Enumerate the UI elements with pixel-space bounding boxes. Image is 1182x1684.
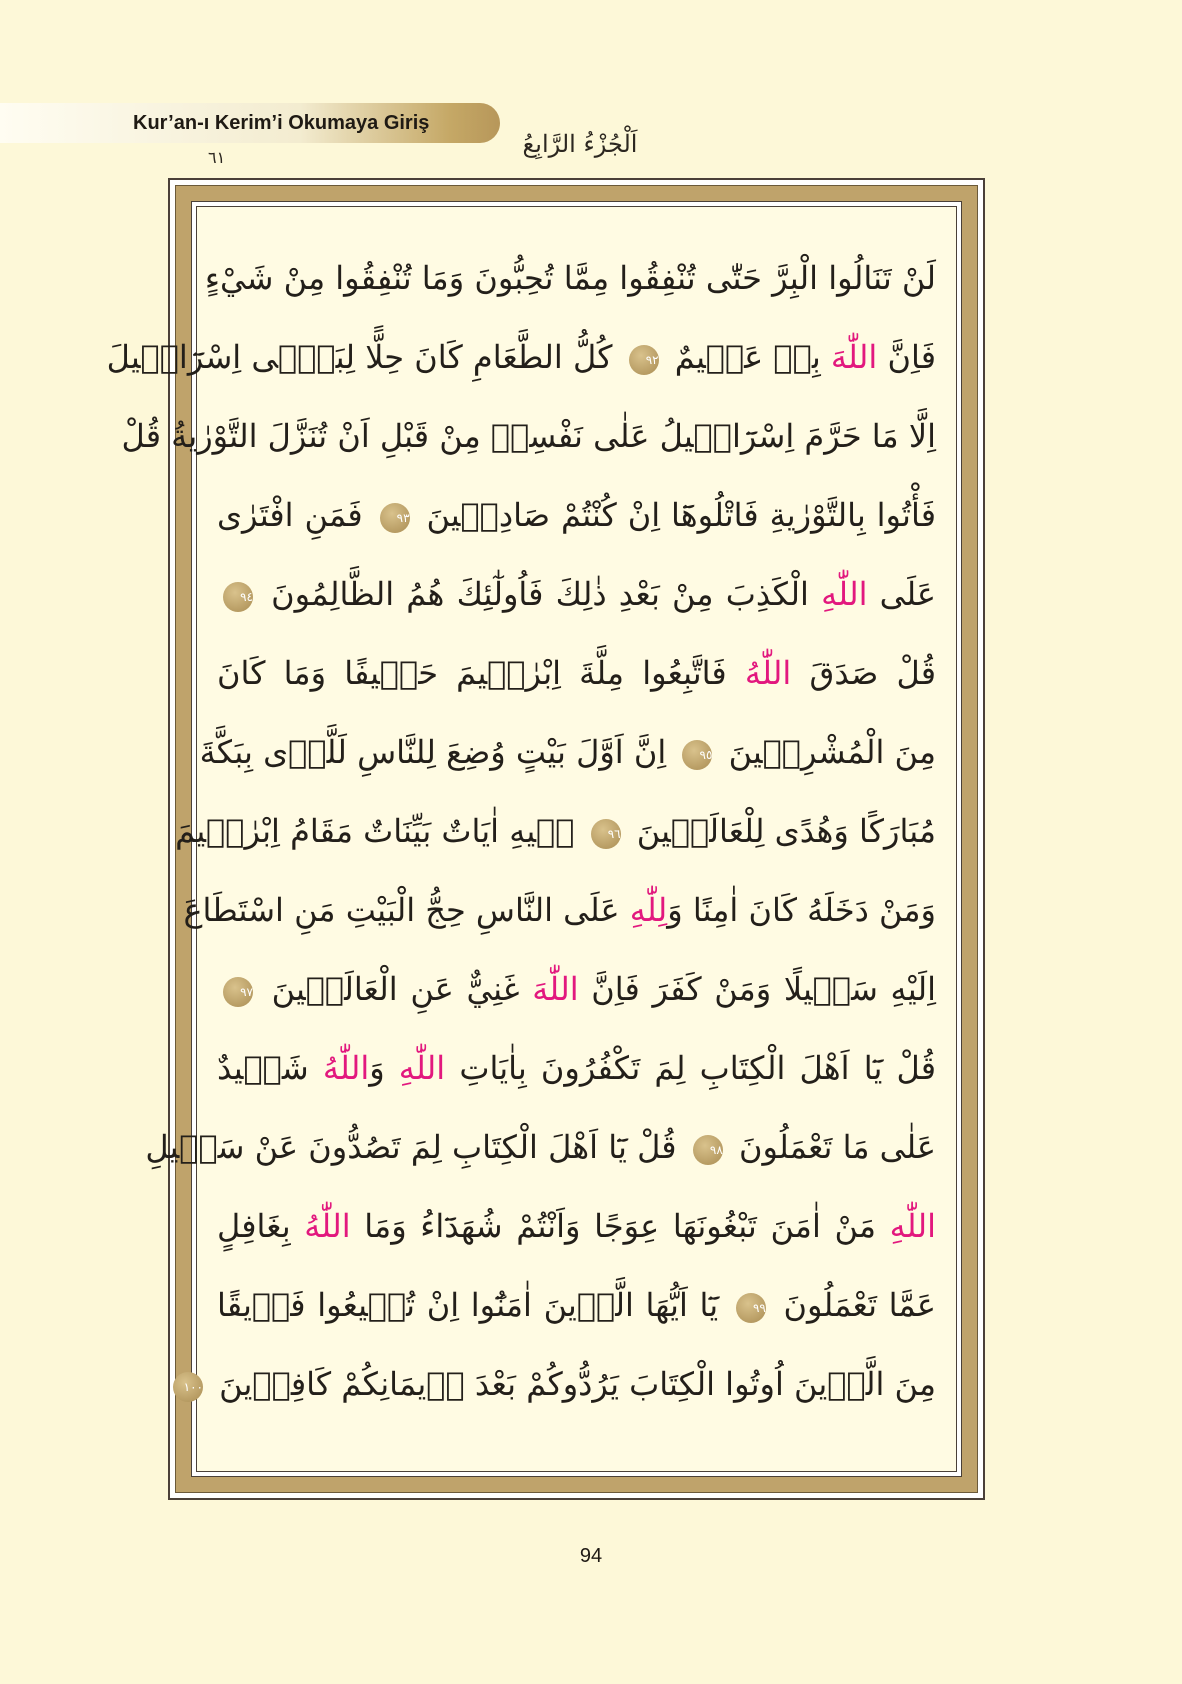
verse-text: فٖيهِ اٰيَاتٌ بَيِّنَاتٌ مَقَامُ اِبْرٰهٖيمَ xyxy=(175,812,585,850)
ayah-number-marker: ٩٤ xyxy=(223,582,253,612)
ayah-number-marker: ٩٩ xyxy=(736,1293,766,1323)
divine-name: اللّٰهِ xyxy=(889,1207,936,1245)
divine-name: اللّٰهُ xyxy=(322,1049,370,1087)
verse-line xyxy=(175,792,956,871)
text-panel xyxy=(106,206,957,1472)
verse-text: فَاتَّبِعُوا مِلَّةَ اِبْرٰهٖيمَ حَنٖيفًا وَمَا كَانَ xyxy=(217,654,745,692)
ayah-number-marker: ٩٨ xyxy=(693,1135,723,1165)
divine-name: اللّٰهَ xyxy=(830,338,878,376)
verse-text: مِنَ الْمُشْرِكٖينَ xyxy=(718,733,936,771)
verse-text: لَنْ تَنَالُوا الْبِرَّ حَتّٰى تُنْفِقُوا مِمَّا تُحِبُّونَ وَمَا تُنْفِقُوا مِنْ شَيْءٍ xyxy=(204,259,936,297)
verse-line xyxy=(197,634,956,713)
divine-name: اللّٰهِ xyxy=(398,1049,446,1087)
verse-text: قُلْ يَٓا اَهْلَ الْكِتَابِ لِمَ تَكْفُرُونَ بِاٰيَاتِ xyxy=(445,1049,937,1087)
verse-text: فَأْتُوا بِالتَّوْرٰيةِ فَاتْلُوهَٓا اِنْ كُنْتُمْ صَادِقٖينَ xyxy=(415,496,937,534)
page-number: 94 xyxy=(579,1545,603,1567)
verse-line xyxy=(197,1187,956,1266)
verse-text: مُبَارَكًا وَهُدًى لِلْعَالَمٖينَ xyxy=(626,812,936,850)
verse-line xyxy=(183,1345,956,1424)
arabic-page-number: ٦١ xyxy=(208,148,226,167)
verse-text: غَنِيٌّ عَنِ الْعَالَمٖينَ xyxy=(259,970,533,1008)
verse-text: بِهٖ عَلٖيمٌ xyxy=(664,338,831,376)
verse-line xyxy=(197,476,956,555)
verse-line xyxy=(197,713,956,792)
verse-line xyxy=(197,239,956,318)
ayah-number-marker: ٩٢ xyxy=(629,345,659,375)
divine-name: لِلّٰهِ xyxy=(629,891,668,929)
verse-line xyxy=(197,950,956,1029)
verse-text: مِنَ الَّذٖينَ اُوتُوا الْكِتَابَ يَرُدُّوكُمْ بَعْدَ اٖيمَانِكُمْ كَافِرٖينَ xyxy=(208,1365,936,1403)
verse-text: قُلْ يَٓا اَهْلَ الْكِتَابِ لِمَ تَصُدُّونَ عَنْ سَبٖيلِ xyxy=(145,1128,687,1166)
juz-name: اَلْجُزْءُ الرَّابِعُ xyxy=(522,130,638,158)
verse-text: اِنَّ اَوَّلَ بَيْتٍ وُضِعَ لِلنَّاسِ لَلَّذٖى بِبَكَّةَ xyxy=(199,733,677,771)
verse-text: كُلُّ الطَّعَامِ كَانَ حِلًّا لِبَنٖٓى اِسْرَٓائٖيلَ xyxy=(106,338,623,376)
verse-text: شَهٖيدٌ xyxy=(217,1049,323,1087)
divine-name: اللّٰهُ xyxy=(304,1207,351,1245)
page-frame xyxy=(106,178,985,1500)
divine-name: اللّٰهَ xyxy=(532,970,579,1008)
verse-text: فَاِنَّ xyxy=(877,338,936,376)
verse-line xyxy=(106,318,956,397)
ayah-number-marker: ٩٣ xyxy=(380,503,410,533)
ornamental-border xyxy=(106,185,978,1493)
verse-line xyxy=(197,1266,956,1345)
ayah-number-marker: ١٠٠ xyxy=(173,1372,203,1402)
verse-text: عَمَّا تَعْمَلُونَ xyxy=(771,1286,936,1324)
verse-text: الْكَذِبَ مِنْ بَعْدِ ذٰلِكَ فَاُولٰٓئِكَ هُمُ الظَّالِمُونَ xyxy=(259,575,822,613)
verse-lines xyxy=(106,239,956,1424)
ayah-number-marker: ٩٧ xyxy=(223,977,253,1007)
verse-text: اِلَيْهِ سَبٖيلًا وَمَنْ كَفَرَ فَاِنَّ xyxy=(578,970,937,1008)
verse-text: بِغَافِلٍ xyxy=(217,1207,305,1245)
verse-text: فَمَنِ افْتَرٰى xyxy=(217,496,374,534)
book-title: Kur’an-ı Kerim’i Okumaya Giriş xyxy=(133,112,430,134)
verse-text: وَمَنْ دَخَلَهُ كَانَ اٰمِنًا وَ xyxy=(667,891,936,929)
verse-line xyxy=(145,1108,956,1187)
ayah-number-marker: ٩٥ xyxy=(682,740,712,770)
verse-text: وَ xyxy=(369,1049,399,1087)
verse-text: اِلَّا مَا حَرَّمَ اِسْرَٓائٖيلُ عَلٰى نَفْسِهٖ مِنْ قَبْلِ اَنْ تُنَزَّلَ التَّوْرٰيةُ قُلْ xyxy=(121,417,936,455)
divine-name: اللّٰهُ xyxy=(744,654,792,692)
verse-line xyxy=(197,555,956,634)
verse-line xyxy=(197,1029,956,1108)
ayah-number-marker: ٩٦ xyxy=(591,819,621,849)
verse-text: قُلْ صَدَقَ xyxy=(791,654,936,692)
verse-text: عَلٰى مَا تَعْمَلُونَ xyxy=(728,1128,936,1166)
verse-line xyxy=(121,397,956,476)
divine-name: اللّٰهِ xyxy=(821,575,868,613)
verse-text: يَٓا اَيُّهَا الَّذٖينَ اٰمَنُٓوا اِنْ تُطٖيعُوا فَرٖيقًا xyxy=(217,1286,730,1324)
verse-text: عَلَى النَّاسِ حِجُّ الْبَيْتِ مَنِ اسْتَطَاعَ xyxy=(183,891,630,929)
verse-line xyxy=(183,871,956,950)
verse-text: عَلَى xyxy=(867,575,937,613)
verse-text: مَنْ اٰمَنَ تَبْغُونَهَا عِوَجًا وَاَنْتُمْ شُهَدَٓاءُ وَمَا xyxy=(350,1207,890,1245)
